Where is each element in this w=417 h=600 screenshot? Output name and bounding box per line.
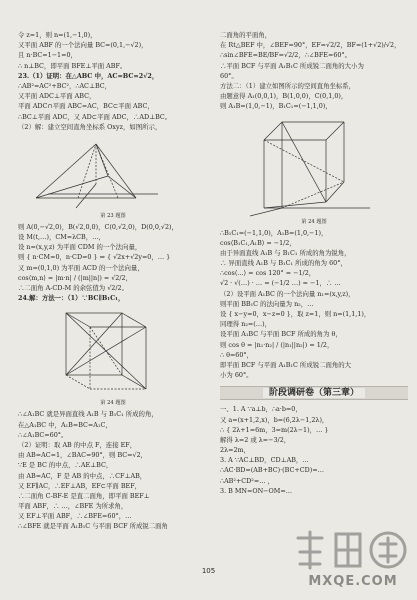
- text-line: 又 EF∥AC，∴EF⊥AB，EF⊂平面 BEF，: [18, 481, 142, 490]
- text-line: 在△A₁BC 中，A₁B=BC=A₁C，: [18, 420, 112, 429]
- text-line: 2λ=2m，: [220, 446, 250, 455]
- text-line: 设 M(t,…)，CM=λCB，…，: [18, 233, 105, 242]
- text-line: 又平面 ADC⊥平面 ABC，: [18, 92, 96, 101]
- text-line: ∴ 异面直线 A₁B 与 B₁C₁ 所成的角为 60°，: [220, 259, 347, 268]
- left-text-block-b: [18, 222, 208, 304]
- text-line: 设 { x−y=0，x−z=0 }，取 z=1，则 n=(1,1,1)，: [220, 310, 371, 318]
- text-line: 且 n·BC=1−1=0，: [18, 51, 77, 60]
- text-line: 一、1. A ∵a⊥b，∴a·b=0，: [220, 405, 302, 414]
- text-line: 即平面 BCF 与平面 A₁B₁C 所成锐二面角的大: [220, 360, 352, 369]
- text-line: ∴BC⊥平面 ADC，又 AD⊂平面 ADC，∴AD⊥BC。: [18, 112, 172, 121]
- watermark-logo-icon: [292, 528, 414, 572]
- section-title: 阶段调研卷（第三章）: [263, 388, 365, 398]
- figure-23: [18, 136, 208, 220]
- text-line: 令 z=1，则 n=(1,−1,0)，: [18, 31, 97, 39]
- text-line: 由 AB=AC=1，∠BAC=90°，则 BC=√2，: [18, 451, 148, 460]
- text-line: ∴∠A₁BC=60°。: [18, 430, 68, 439]
- text-line: cos⟨B₁C₁,A₁B⟩ = −1/2，: [220, 238, 296, 247]
- text-line: （2）设平面 A₁BC 的一个法向量 n₁=(x,y,z)，: [220, 289, 355, 298]
- right-text-block-a: [220, 30, 408, 112]
- right-text-block-b: [220, 228, 408, 381]
- text-line: 则 A₁B=(1,0,−1)，B₁C₁=(−1,1,0)，: [220, 102, 332, 111]
- text-line: ∴AB²=AC²+BC²，∴AC⊥BC，: [18, 81, 112, 90]
- left-text-block-c: [18, 409, 208, 531]
- text-line: 由于异面直线 A₁B 与 B₁C₁ 所成的角为锐角，: [220, 248, 351, 257]
- text-line: √2 · √(…) · … = (−1/2 …) = −1，∴ …: [220, 279, 341, 288]
- text-line: 由题意得 A₁(0,0,1)，B(1,0,0)，C(0,1,0)，: [220, 92, 348, 101]
- text-line: （2）证明：取 AB 的中点 F，连接 EF，: [18, 440, 137, 449]
- right-text-block-c: [220, 404, 408, 496]
- figure-23-drawing: [18, 136, 208, 212]
- text-line: ∴ n⊥BC，即平面 BFE⊥平面 ABF。: [18, 61, 127, 70]
- text-line: 又 m=(0,1,0) 为平面 ACD 的一个法向量，: [18, 263, 144, 272]
- text-line: 又平面 ABF 的一个法向量 BC=(0,1,−√2)，: [18, 41, 148, 50]
- text-line: 平面 ABF，∴ …，∠BFE 为所求角，: [18, 502, 128, 511]
- watermark: [292, 528, 414, 596]
- text-line: 平面 ADC∩平面 ABC=AC，BC⊂平面 ABC，: [18, 102, 154, 111]
- text-line: ∴sin∠BFE=BE/BF=√2/2，∴∠BFE=60°。: [220, 51, 352, 60]
- text-line: 设 n=(x,y,z) 为平面 CDM 的一个法向量，: [18, 243, 142, 252]
- text-line: 又 a=(x+1,2,x)，b=(6,2λ−1,2λ)，: [220, 415, 329, 424]
- section-header: [220, 386, 408, 400]
- figure-24-left-caption: 第 24 题图: [100, 400, 126, 407]
- text-line: 由 AB=AC，F 是 AB 的中点，∴CF⊥AB，: [18, 471, 147, 480]
- page-number: 105: [201, 567, 216, 575]
- text-line: ∴AC·BD=(AB+BC)·(BC+CD)=…: [220, 466, 324, 475]
- text-line: 同理得 n₂=(…)，: [220, 320, 272, 329]
- text-line: ∴AB²+CD²=… ，: [220, 476, 275, 485]
- text-line: ∴平面 BCF 与平面 A₁B₁C 所成锐二面角的大小为: [220, 61, 364, 70]
- figure-24-right-drawing: [220, 116, 408, 218]
- text-line: 则 cos θ = |n₁·n₂| / (|n₁||n₂|) = 1/2，: [220, 340, 334, 349]
- text-line: 3. A ∵AC⊥BD，CD⊥AB，…: [220, 456, 309, 465]
- figure-23-caption: 第 23 题图: [100, 212, 126, 219]
- text-line: 方法二：（1）建立如图所示的空间直角坐标系，: [220, 81, 356, 90]
- text-line: cos⟨m,n⟩ = |m·n| / (|m||n|) = √2/2，: [18, 273, 132, 282]
- figure-24-left-drawing: [18, 307, 208, 399]
- text-line: 又 EF⊥平面 ABF，∴∠BFE=60°，…: [18, 512, 132, 521]
- text-line: 解得 λ=2 或 λ=−3/2，: [220, 435, 291, 444]
- text-line: ∴∠BFE 就是平面 A₁B₁C 与平面 BCF 所成锐二面角: [18, 522, 168, 531]
- text-line: ∴二面角 C-BF-E 是直二面角，即平面 BEF⊥: [18, 491, 150, 500]
- left-column: [18, 30, 208, 532]
- text-line: 60°。: [220, 71, 238, 80]
- text-line: 则 { n·CM=0，n·CD=0 } ⇒ { √2x+√2y=0，… }: [18, 253, 171, 262]
- text-line: 设平面 A₁BC 与平面 BCF 所成的角为 θ，: [220, 330, 342, 339]
- text-line: 小为 60°。: [220, 371, 253, 380]
- figure-24-right: [220, 116, 408, 226]
- text-line: 24.解：方法一：（1）∵BC∥B₁C₁，: [18, 294, 125, 303]
- text-line: ∴ { 2λ+1=6m，3=m(2λ−1)，… }: [220, 425, 329, 434]
- text-line: 在 Rt△BEF 中，∠BEF=90°，EF=√2/2，BF=(1+√2)/√2，: [220, 41, 401, 50]
- right-column: [220, 30, 408, 496]
- text-line: 23.（1）证明：在△ABC 中，AC=BC=2√2，: [18, 71, 159, 80]
- figure-24-left: [18, 307, 208, 407]
- text-line: 二面角的平面角，: [220, 31, 272, 39]
- text-line: ∴二面角 A-CD-M 的余弦值为 √2/2。: [18, 284, 128, 292]
- text-line: 则平面 BB₁C 的法向量为 n₂，…: [220, 299, 314, 308]
- text-line: 则 A(0,−√2,0)，B(√2,0,0)，C(0,√2,0)，D(0,0,√2)，: [18, 222, 178, 231]
- text-line: ∴ θ=60°，: [220, 350, 254, 359]
- text-line: ∴cos⟨…⟩ = cos 120° = −1/2，: [220, 269, 316, 278]
- figure-24-right-caption: 第 24 题图: [301, 218, 327, 225]
- watermark-site-text: MXQE.COM: [308, 574, 398, 589]
- text-line: ∴B₁C₁=(−1,1,0)，A₁B=(1,0,−1)，: [220, 228, 328, 237]
- text-line: （2）解：建立空间直角坐标系 Oxyz，如图所示，: [18, 122, 162, 131]
- text-line: ∵E 是 BC 的中点，∴AE⊥BC，: [18, 461, 113, 470]
- text-line: ∴∠A₁BC 就是异面直线 A₁B 与 B₁C₁ 所成的角，: [18, 410, 158, 419]
- left-text-block-a: [18, 30, 208, 132]
- text-line: 3. B MN=ON−OM=…: [220, 486, 293, 495]
